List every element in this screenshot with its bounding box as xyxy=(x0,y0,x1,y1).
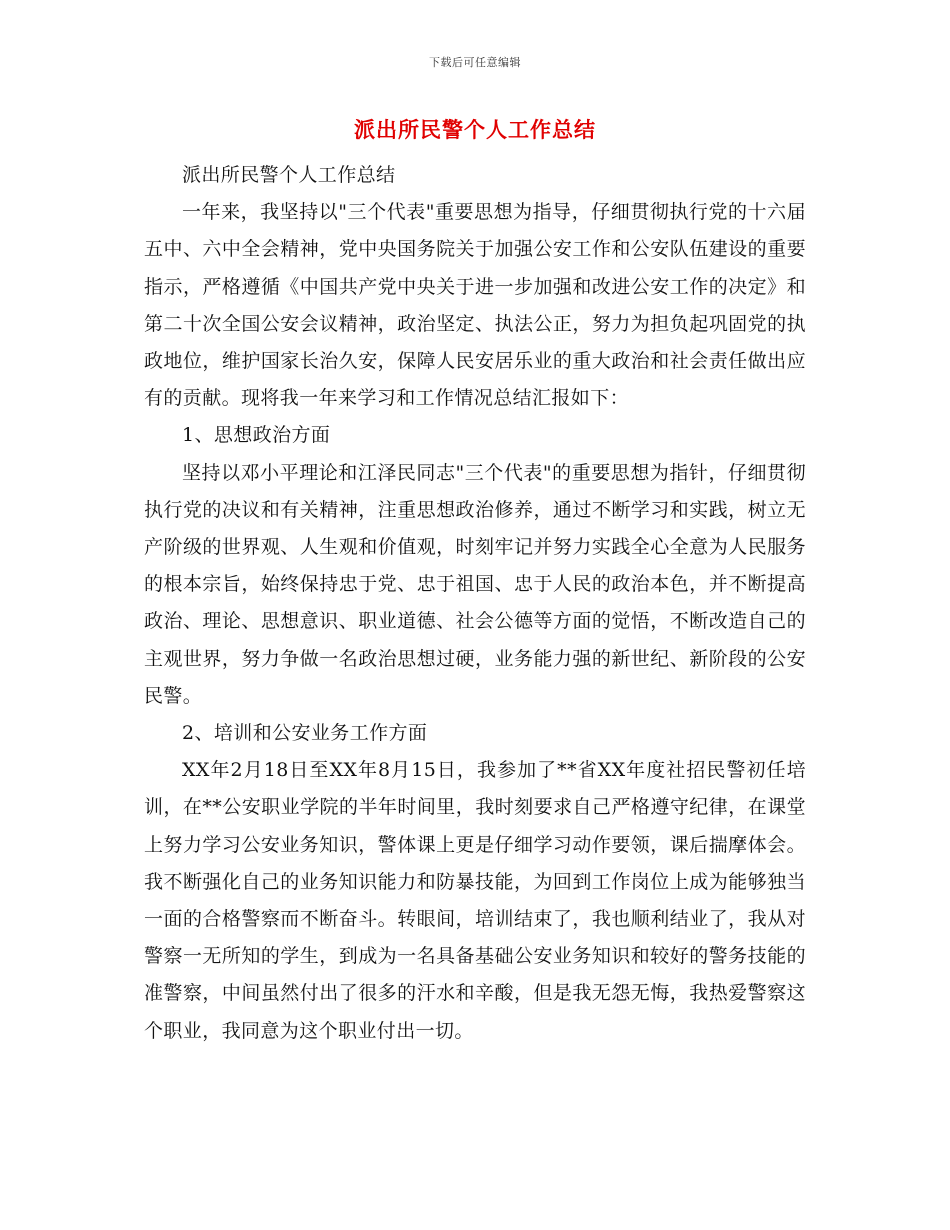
section-heading-1: 1、思想政治方面 xyxy=(182,424,331,447)
paragraph-subtitle: 派出所民警个人工作总结 xyxy=(182,164,396,186)
document-title: 派出所民警个人工作总结 xyxy=(354,118,596,142)
section-heading-2: 2、培训和公安业务工作方面 xyxy=(182,722,428,745)
document-body xyxy=(144,157,806,1050)
paragraph-section-1: 坚持以邓小平理论和江泽民同志"三个代表"的重要思想为指针，仔细贯彻执行党的决议和有关精神，注重思想政治修养，通过不断学习和实践，树立无产阶级的世界观、人生观和价值观，时刻牢记并努力实践全心全意为人民服务的根本宗旨，始终保持忠于党、忠于祖国、忠于人民的政治本色，并不断提高政治、理论、思想意识、职业道德、社会公德等方面的觉悟，不断改造自己的主观世界，努力争做一名政治思想过硬，业务能力强的新世纪、新阶段的公安民警。 xyxy=(144,461,806,707)
paragraph-section-2: XX年2月18日至XX年8月15日，我参加了**省XX年度社招民警初任培训，在**公安职业学院的半年时间里，我时刻要求自己严格遵守纪律，在课堂上努力学习公安业务知识，警体课上更是仔细学习动作要领，课后揣摩体会。我不断强化自己的业务知识能力和防暴技能，为回到工作岗位上成为能够独当一面的合格警察而不断奋斗。转眼间，培训结束了，我也顺利结业了，我从对警察一无所知的学生，到成为一名具备基础公安业务知识和较好的警务技能的准警察，中间虽然付出了很多的汗水和辛酸，但是我无怨无悔，我热爱警察这个职业，我同意为这个职业付出一切。 xyxy=(144,759,806,1042)
header-note: 下载后可任意编辑 xyxy=(429,56,521,69)
paragraph-intro: 一年来，我坚持以"三个代表"重要思想为指导，仔细贯彻执行党的十六届五中、六中全会精神，党中央国务院关于加强公安工作和公安队伍建设的重要指示，严格遵循《中国共产党中央关于进一步加强和改进公安工作的决定》和第二十次全国公安会议精神，政治坚定、执法公正，努力为担负起巩固党的执政地位，维护国家长治久安，保障人民安居乐业的重大政治和社会责任做出应有的贡献。现将我一年来学习和工作情况总结汇报如下： xyxy=(144,201,806,410)
